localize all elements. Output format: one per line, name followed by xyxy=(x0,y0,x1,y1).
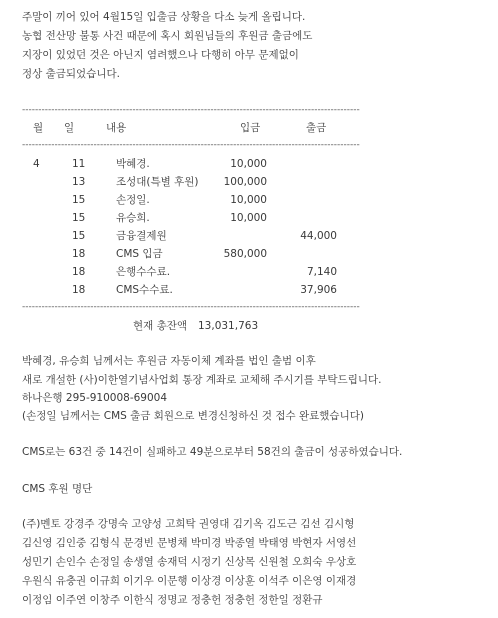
cell-in: 10,000 xyxy=(230,158,267,170)
table-row xyxy=(0,174,498,191)
notice-line-3: 하나은행 295-910008-69004 xyxy=(22,392,168,404)
intro-line-4: 정상 출금되었습니다. xyxy=(22,68,120,80)
cell-out: 7,140 xyxy=(306,266,337,278)
cell-in: 10,000 xyxy=(230,212,267,224)
cms-result: CMS로는 63건 중 14건이 실패하고 49분으로부터 58건의 출금이 성공하였습니다. xyxy=(22,446,403,458)
cell-day: 18 xyxy=(72,284,86,296)
balance-value: 13,031,763 xyxy=(198,320,259,332)
balance-label: 현재 총잔액 xyxy=(133,320,188,332)
donor-line-4: 우원식 유충권 이규희 이기우 이문행 이상경 이상훈 이석주 이은영 이재경 xyxy=(22,575,357,587)
table-row xyxy=(0,228,498,245)
donor-line-1: (주)멘토 강경주 강명숙 고양성 고희탁 권영대 김기옥 김도근 김선 김시형 xyxy=(22,518,355,530)
separator-top: -------------------------------------------------------------------------------------------------------- xyxy=(22,105,360,115)
cell-desc: 은행수수료. xyxy=(116,266,171,278)
donor-line-5: 이정임 이주연 이창주 이한식 정명교 정충헌 정충헌 정한일 정환규 xyxy=(22,594,323,606)
cell-day: 18 xyxy=(72,248,86,260)
intro-line-2: 농협 전산망 불통 사건 때문에 혹시 회원님들의 후원금 출금에도 xyxy=(22,30,313,42)
cell-day: 15 xyxy=(72,212,86,224)
cell-desc: 금융결제원 xyxy=(116,230,167,242)
header-out: 출금 xyxy=(306,122,327,134)
cell-out: 44,000 xyxy=(300,230,337,242)
separator-bottom: -------------------------------------------------------------------------------------------------------- xyxy=(22,302,360,312)
cell-day: 15 xyxy=(72,194,86,206)
header-in: 입금 xyxy=(240,122,261,134)
cell-desc: CMS 입금 xyxy=(116,248,163,260)
separator-header: -------------------------------------------------------------------------------------------------------- xyxy=(22,140,360,150)
cell-day: 11 xyxy=(72,158,86,170)
table-row xyxy=(0,210,498,227)
header-desc: 내용 xyxy=(106,122,127,134)
cell-desc: 손정일. xyxy=(116,194,150,206)
cell-out: 37,906 xyxy=(300,284,337,296)
ledger-header xyxy=(0,120,498,137)
notice-line-4: (손정일 님께서는 CMS 출금 회원으로 변경신청하신 것 접수 완료했습니다) xyxy=(22,410,364,422)
header-month: 월 xyxy=(33,122,44,134)
table-row xyxy=(0,264,498,281)
balance-row xyxy=(0,318,498,335)
cell-desc: 유승희. xyxy=(116,212,150,224)
table-row xyxy=(0,156,498,173)
cms-title: CMS 후원 명단 xyxy=(22,483,93,495)
donor-line-2: 김신영 김인중 김형식 문경빈 문병채 박미경 박종열 박태영 박현자 서영선 xyxy=(22,537,357,549)
intro-line-3: 지장이 있었던 것은 아닌지 염려했으나 다행히 아무 문제없이 xyxy=(22,49,299,61)
cell-desc: 조성대(특별 후원) xyxy=(116,176,199,188)
table-row xyxy=(0,282,498,299)
header-day: 일 xyxy=(64,122,75,134)
cell-desc: 박혜경. xyxy=(116,158,150,170)
cell-day: 15 xyxy=(72,230,86,242)
cell-in: 580,000 xyxy=(223,248,267,260)
cell-month: 4 xyxy=(33,158,40,170)
cell-in: 10,000 xyxy=(230,194,267,206)
cell-day: 18 xyxy=(72,266,86,278)
cell-desc: CMS수수료. xyxy=(116,284,173,296)
donor-line-3: 성민기 손인수 손정일 송생열 송재덕 시정기 신상목 신원철 오희숙 우상호 xyxy=(22,556,357,568)
cell-in: 100,000 xyxy=(223,176,267,188)
table-row xyxy=(0,192,498,209)
notice-line-1: 박혜경, 유승희 님께서는 후원금 자동이체 계좌를 법인 출범 이후 xyxy=(22,355,316,367)
table-row xyxy=(0,246,498,263)
intro-line-1: 주말이 끼어 있어 4월15일 입출금 상황을 다소 늦게 올립니다. xyxy=(22,11,306,23)
notice-line-2: 새로 개설한 (사)이한열기념사업회 통장 계좌로 교체해 주시기를 부탁드립니다. xyxy=(22,374,382,386)
cell-day: 13 xyxy=(72,176,86,188)
